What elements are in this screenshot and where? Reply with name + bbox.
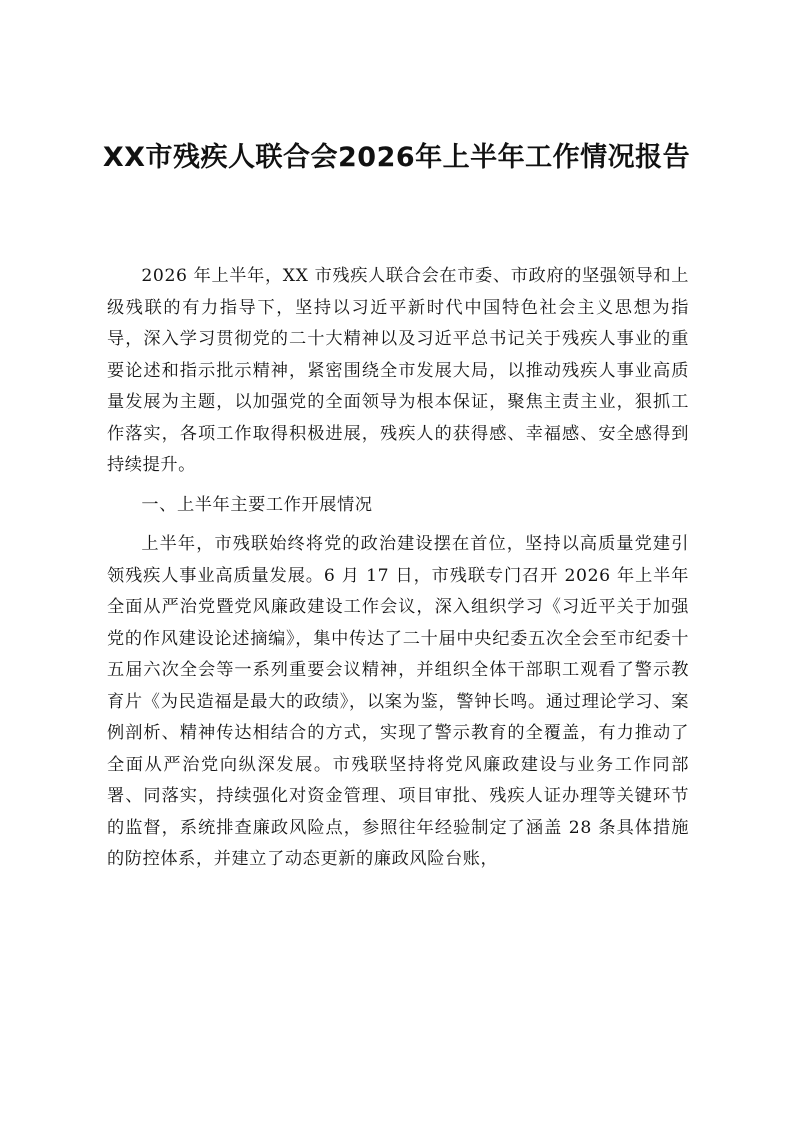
section-paragraph: 上半年，市残联始终将党的政治建设摆在首位，坚持以高质量党建引领残疾人事业高质量发展。6 月 17 日，市残联专门召开 2026 年上半年全面从严治党暨党风廉政建设工作会议，深入组织学习《习近平关于加强党的作风建设论述摘编》，集中传达了二十届中央纪委五次全会至市纪委十五届六次全会等一系列重要会议精神，并组织全体干部职工观看了警示教育片《为民造福是最大的政绩》，以案为鉴，警钟长鸣。通过理论学习、案例剖析、精神传达相结合的方式，实现了警示教育的全覆盖，有力推动了全面从严治党向纵深发展。市残联坚持将党风廉政建设与业务工作同部署、同落实，持续强化对资金管理、项目审批、残疾人证办理等关键环节的监督，系统排查廉政风险点，参照往年经验制定了涵盖 28 条具体措施的防控体系，并建立了动态更新的廉政风险台账， [107,534,689,869]
intro-paragraph: 2026 年上半年，XX 市残疾人联合会在市委、市政府的坚强领导和上级残联的有力指导下，坚持以习近平新时代中国特色社会主义思想为指导，深入学习贯彻党的二十大精神以及习近平总书记关于残疾人事业的重要论述和指示批示精神，紧密围绕全市发展大局，以推动残疾人事业高质量发展为主题，以加强党的全面领导为根本保证，聚焦主责主业，狠抓工作落实，各项工作取得积极进展，残疾人的获得感、幸福感、安全感得到持续提升。 [107,266,689,475]
document-body [107,261,689,876]
document-title: XX市残疾人联合会2026年上半年工作情况报告 [102,142,691,173]
section-heading: 一、上半年主要工作开展情况 [141,494,373,515]
